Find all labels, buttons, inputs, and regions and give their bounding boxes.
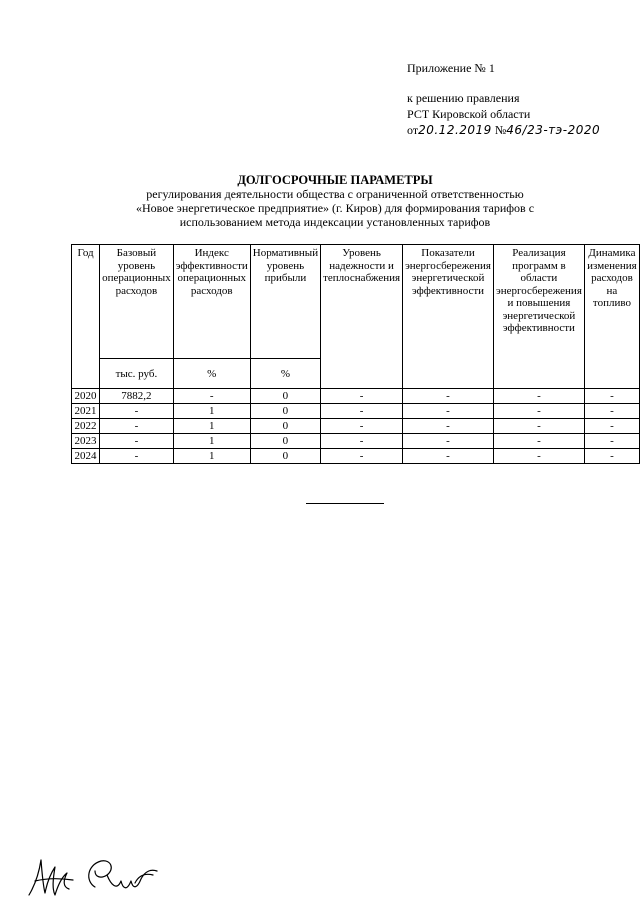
cell-energy-programs: - <box>493 419 584 434</box>
header-base-opex: Базовый уровень операционных расходов <box>100 245 174 359</box>
cell-base-opex: - <box>100 449 174 464</box>
appendix-date-line <box>407 122 600 138</box>
cell-energy-programs: - <box>493 404 584 419</box>
appendix-decision-line: к решению правления <box>407 91 520 105</box>
date-prefix: от <box>407 123 419 137</box>
handwritten-signature <box>25 845 165 900</box>
appendix-block <box>407 60 600 138</box>
cell-base-opex: - <box>100 434 174 449</box>
cell-fuel-costs: - <box>584 419 639 434</box>
parameters-table <box>71 244 640 464</box>
cell-profit-level: 0 <box>250 389 320 404</box>
unit-base-opex: тыс. руб. <box>100 359 174 389</box>
cell-energy-indicators: - <box>403 389 494 404</box>
cell-profit-level: 0 <box>250 434 320 449</box>
cell-energy-programs: - <box>493 449 584 464</box>
cell-energy-indicators: - <box>403 419 494 434</box>
cell-energy-programs: - <box>493 434 584 449</box>
cell-energy-indicators: - <box>403 449 494 464</box>
table-row <box>72 419 640 434</box>
header-fuel-costs: Динамика изменения расходов на топливо <box>584 245 639 389</box>
cell-fuel-costs: - <box>584 404 639 419</box>
table-row <box>72 434 640 449</box>
cell-efficiency-index: - <box>173 389 250 404</box>
cell-efficiency-index: 1 <box>173 449 250 464</box>
appendix-authority-line: РСТ Кировской области <box>407 107 531 121</box>
number-prefix: № <box>494 123 507 137</box>
cell-reliability: - <box>321 419 403 434</box>
cell-profit-level: 0 <box>250 419 320 434</box>
table-row <box>72 449 640 464</box>
title-line-3: использованием метода индексации установленных тарифов <box>179 215 491 229</box>
cell-efficiency-index: 1 <box>173 434 250 449</box>
cell-fuel-costs: - <box>584 389 639 404</box>
cell-profit-level: 0 <box>250 449 320 464</box>
cell-year: 2020 <box>72 389 100 404</box>
decision-number: 46/23-тэ-2020 <box>506 123 601 137</box>
cell-fuel-costs: - <box>584 449 639 464</box>
cell-reliability: - <box>321 404 403 419</box>
table-row <box>72 404 640 419</box>
unit-efficiency-index: % <box>173 359 250 389</box>
cell-energy-programs: - <box>493 389 584 404</box>
cell-year: 2024 <box>72 449 100 464</box>
title-line-2: «Новое энергетическое предприятие» (г. Киров) для формирования тарифов с <box>135 201 535 215</box>
header-reliability: Уровень надежности и теплоснабжения <box>321 245 403 389</box>
appendix-label: Приложение № 1 <box>407 61 495 75</box>
title-heading: ДОЛГОСРОЧНЫЕ ПАРАМЕТРЫ <box>237 173 433 187</box>
header-year: Год <box>72 245 100 389</box>
table-row <box>72 389 640 404</box>
cell-year: 2021 <box>72 404 100 419</box>
header-profit-level: Нормативный уровень прибыли <box>250 245 320 359</box>
cell-reliability: - <box>321 449 403 464</box>
unit-profit-level: % <box>250 359 320 389</box>
cell-efficiency-index: 1 <box>173 404 250 419</box>
cell-base-opex: - <box>100 404 174 419</box>
header-energy-saving-indicators: Показатели энергосбережения энергетической эффективности <box>403 245 494 389</box>
separator-line <box>306 503 384 504</box>
cell-profit-level: 0 <box>250 404 320 419</box>
decision-date: 20.12.2019 <box>418 123 492 137</box>
title-line-1: регулирования деятельности общества с ограниченной ответственностью <box>146 187 524 201</box>
cell-efficiency-index: 1 <box>173 419 250 434</box>
cell-energy-indicators: - <box>403 404 494 419</box>
cell-year: 2022 <box>72 419 100 434</box>
document-title <box>70 173 600 229</box>
header-energy-saving-programs: Реализация программ в области энергосбережения и повышения энергетической эффективности <box>493 245 584 389</box>
cell-base-opex: 7882,2 <box>100 389 174 404</box>
cell-reliability: - <box>321 389 403 404</box>
header-efficiency-index: Индекс эффективности операционных расходов <box>173 245 250 359</box>
cell-year: 2023 <box>72 434 100 449</box>
cell-energy-indicators: - <box>403 434 494 449</box>
cell-reliability: - <box>321 434 403 449</box>
cell-base-opex: - <box>100 419 174 434</box>
cell-fuel-costs: - <box>584 434 639 449</box>
